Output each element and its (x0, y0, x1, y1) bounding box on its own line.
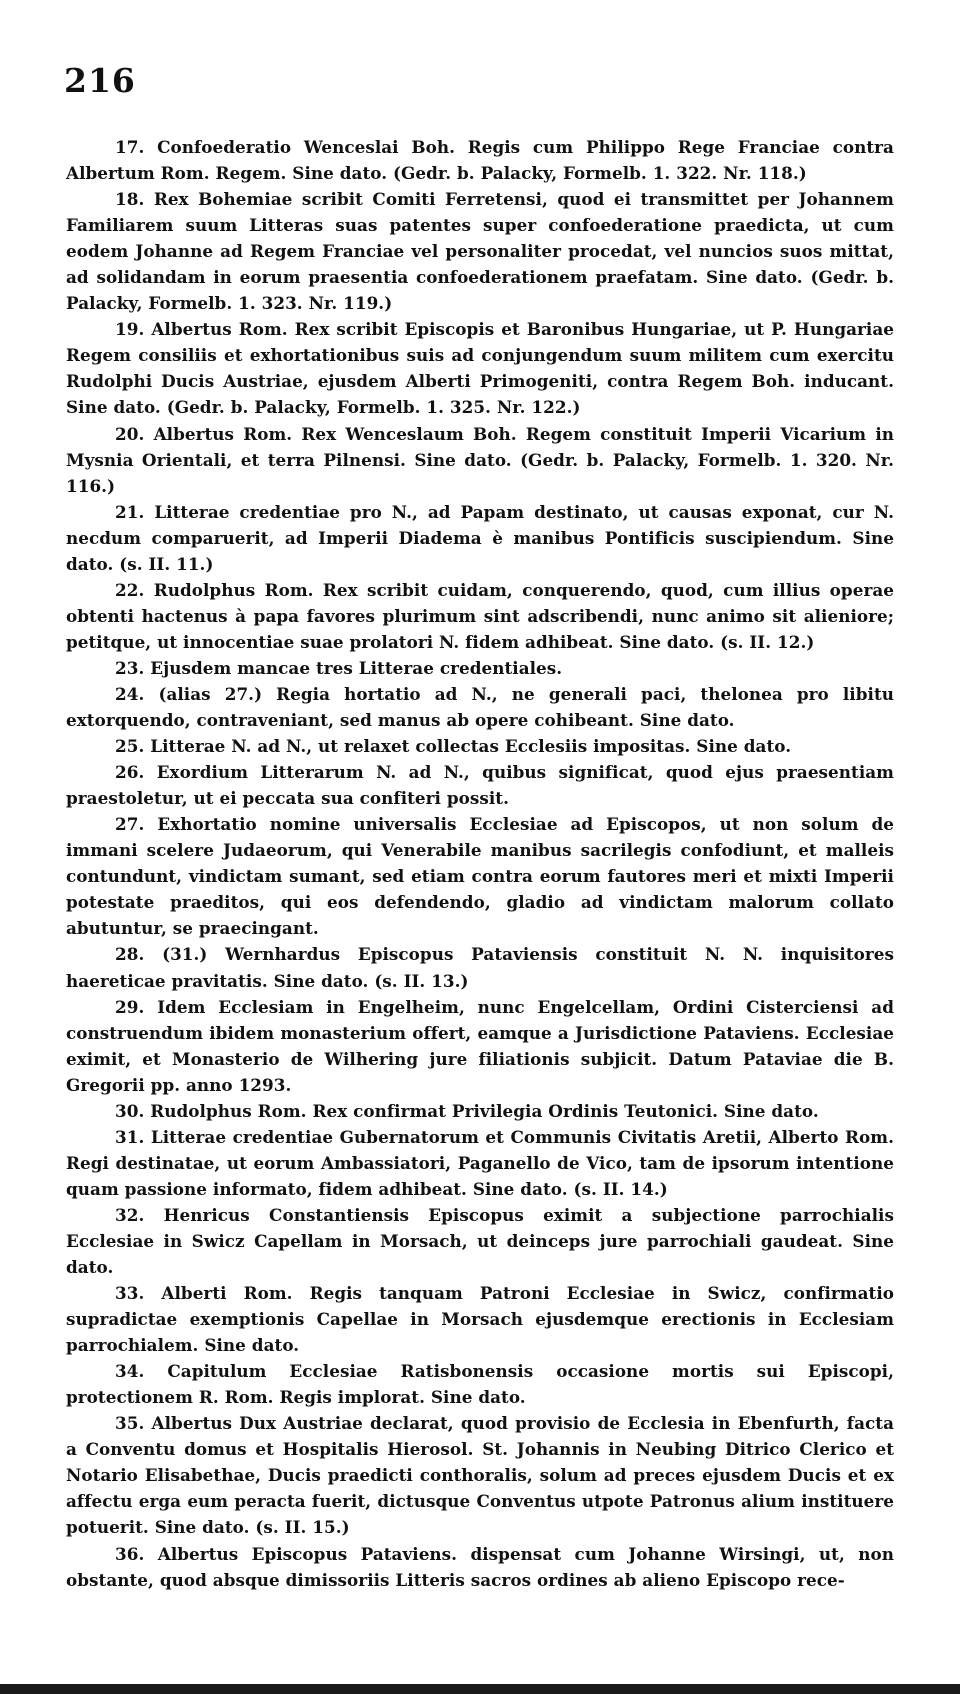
register-entry (66, 186, 894, 316)
register-entry (66, 1541, 894, 1593)
entry-text: Litterae credentiae Gubernatorum et Communis Civitatis Aretii, Alberto Rom. Regi destinatae, ut eorum Ambassiatori, Paganello de Vico, tam de ipsorum intentione quam passione informato, fidem adhibeat. Sine dato. (s. II. 14.) (66, 1126, 894, 1199)
entry-number: 31. (115, 1126, 145, 1147)
register-entry (66, 1280, 894, 1358)
entries-list (66, 134, 894, 1593)
register-entry (66, 759, 894, 811)
entry-number: 29. (115, 996, 145, 1017)
register-entry (66, 994, 894, 1098)
entry-text: Confoederatio Wenceslai Boh. Regis cum Philippo Rege Franciae contra Albertum Rom. Regem. Sine dato. (Gedr. b. Palacky, Formelb. 1. 322. Nr. 118.) (66, 137, 894, 184)
register-entry (66, 941, 894, 993)
register-entry (66, 1124, 894, 1202)
entry-number: 18. (115, 189, 145, 210)
entry-text: Rudolphus Rom. Rex confirmat Privilegia Ordinis Teutonici. Sine dato. (150, 1100, 819, 1121)
entry-text: (31.) Wernhardus Episcopus Pataviensis constituit N. N. inquisitores haereticae pravitatis. Sine dato. (s. II. 13.) (66, 944, 894, 991)
entry-number: 36. (115, 1543, 145, 1564)
entry-number: 35. (115, 1413, 145, 1434)
entry-text: Litterae N. ad N., ut relaxet collectas Ecclesiis impositas. Sine dato. (150, 736, 792, 757)
entry-number: 33. (115, 1283, 145, 1304)
register-entry (66, 681, 894, 733)
entry-number: 24. (115, 683, 145, 704)
entry-text: Albertus Rom. Rex Wenceslaum Boh. Regem constituit Imperii Vicarium in Mysnia Orientali, et terra Pilnensi. Sine dato. (Gedr. b. Palacky, Formelb. 1. 320. Nr. 116.) (66, 423, 894, 496)
entry-text: Exhortatio nomine universalis Ecclesiae ad Episcopos, ut non solum de immani scelere Judaeorum, qui Venerabile manibus sacrilegis confodiunt, et malleis contundunt, vindictam sumant, sed etiam contra eorum fautores meri et mixti Imperii potestate praeditos, qui eos defendendo, gladio ad vindictam malorum collato abutuntur, se praecingant. (66, 814, 894, 939)
entry-text: Rudolphus Rom. Rex scribit cuidam, conquerendo, quod, cum illius operae obtenti hactenus à papa favores plurimum sint adscribendi, nunc animo sit alieniore; petitque, ut innocentiae suae prolatori N. fidem adhibeat. Sine dato. (s. II. 12.) (66, 579, 894, 652)
entry-text: Ejusdem mancae tres Litterae credentiales. (150, 657, 563, 678)
entry-text: Albertus Episcopus Pataviens. dispensat cum Johanne Wirsingi, ut, non obstante, quod absque dimissoriis Litteris sacros ordines ab alieno Episcopo rece- (66, 1543, 894, 1590)
entry-text: Capitulum Ecclesiae Ratisbonensis occasione mortis sui Episcopi, protectionem R. Rom. Regis implorat. Sine dato. (66, 1361, 894, 1408)
register-entry (66, 421, 894, 499)
register-entry (66, 811, 894, 941)
register-entry (66, 1202, 894, 1280)
register-entry (66, 1098, 894, 1124)
entry-number: 25. (115, 736, 145, 757)
entry-number: 19. (115, 319, 145, 340)
register-entry (66, 1410, 894, 1540)
entry-number: 26. (115, 762, 145, 783)
bottom-edge-rule (0, 1684, 960, 1694)
register-entry (66, 577, 894, 655)
page-number: 216 (64, 61, 136, 100)
register-entry (66, 1358, 894, 1410)
entry-text: Rex Bohemiae scribit Comiti Ferretensi, quod ei transmittet per Johannem Familiarem suum Litteras suas patentes super confoederatione praedicta, ut cum eodem Johanne ad Regem Franciae vel personaliter procedat, vel nuncios suos mittat, ad solidandam in eorum praesentia confoederationem praefatam. Sine dato. (Gedr. b. Palacky, Formelb. 1. 323. Nr. 119.) (66, 189, 894, 314)
register-entry (66, 733, 894, 759)
entry-number: 22. (115, 579, 145, 600)
entry-text: (alias 27.) Regia hortatio ad N., ne generali paci, thelonea pro libitu extorquendo, contraveniant, sed manus ab opere cohibeant. Sine dato. (66, 683, 894, 731)
entry-number: 27. (115, 814, 145, 835)
entry-text: Alberti Rom. Regis tanquam Patroni Ecclesiae in Swicz, confirmatio supradictae exemptionis Capellae in Morsach ejusdemque erectionis in Ecclesiam parrochialem. Sine dato. (66, 1283, 894, 1356)
entry-number: 32. (115, 1204, 145, 1225)
entry-number: 28. (115, 944, 145, 965)
entry-number: 20. (115, 423, 145, 444)
entry-text: Exordium Litterarum N. ad N., quibus significat, quod ejus praesentiam praestoletur, ut ei peccata sua confiteri possit. (66, 762, 894, 809)
register-entry (66, 134, 894, 186)
register-entry (66, 655, 894, 681)
register-entry (66, 499, 894, 577)
entry-text: Litterae credentiae pro N., ad Papam destinato, ut causas exponat, cur N. necdum comparuerit, ad Imperii Diadema è manibus Pontificis suscipiendum. Sine dato. (s. II. 11.) (66, 501, 894, 574)
entry-number: 17. (115, 137, 145, 157)
entry-text: Albertus Rom. Rex scribit Episcopis et Baronibus Hungariae, ut P. Hungariae Regem consiliis et exhortationibus suis ad conjungendum suum militem cum exercitu Rudolphi Ducis Austriae, ejusdem Alberti Primogeniti, contra Regem Boh. inducant. Sine dato. (Gedr. b. Palacky, Formelb. 1. 325. Nr. 122.) (66, 319, 894, 418)
entry-number: 34. (115, 1361, 145, 1382)
entry-text: Albertus Dux Austriae declarat, quod provisio de Ecclesia in Ebenfurth, facta a Conventu domus et Hospitalis Hierosol. St. Johannis in Neubing Ditrico Clerico et Notario Elisabethae, Ducis praedicti conthoralis, solum ad preces ejusdem Ducis et ex affectu erga eum peracta fuerit, dictusque Conventus utpote Patronus alium instituere potuerit. Sine dato. (s. II. 15.) (66, 1413, 894, 1538)
entry-number: 23. (115, 657, 145, 678)
entry-text: Idem Ecclesiam in Engelheim, nunc Engelcellam, Ordini Cisterciensi ad construendum ibidem monasterium offert, eamque a Jurisdictione Pataviens. Ecclesiae eximit, et Monasterio de Wilhering jure filiationis subjicit. Datum Pataviae die B. Gregorii pp. anno 1293. (66, 996, 894, 1095)
register-entry (66, 316, 894, 420)
entry-text: Henricus Constantiensis Episcopus eximit a subjectione parrochialis Ecclesiae in Swicz Capellam in Morsach, ut deinceps jure parrochiali gaudeat. Sine dato. (66, 1204, 894, 1278)
entry-number: 21. (115, 501, 145, 522)
entry-number: 30. (115, 1100, 145, 1121)
